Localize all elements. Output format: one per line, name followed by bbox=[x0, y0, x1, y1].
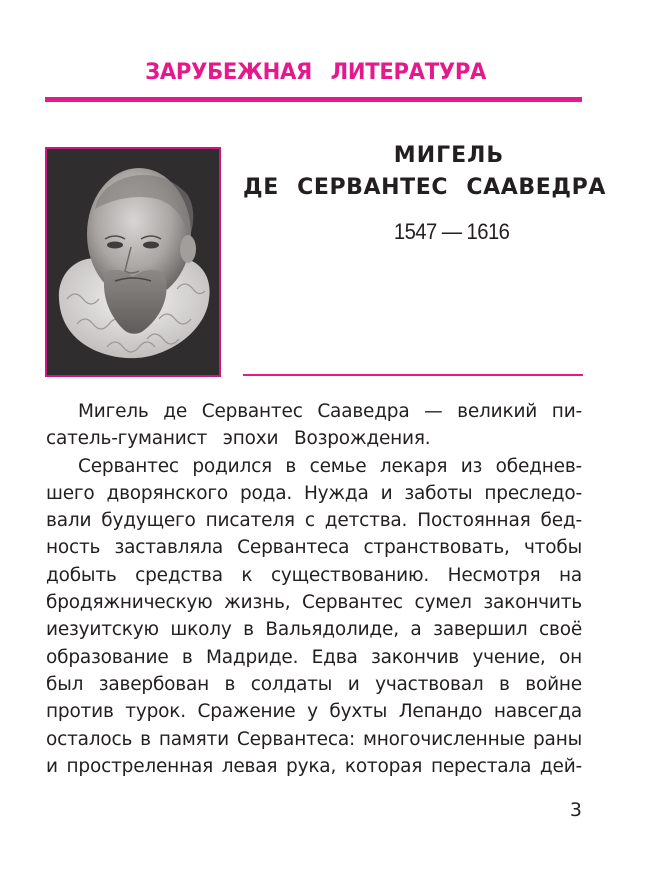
text-line: и простреленная левая рука, которая перестала дей- bbox=[46, 755, 582, 777]
page-number: 3 bbox=[569, 799, 582, 821]
section-header bbox=[0, 57, 650, 89]
paragraph-2 bbox=[46, 453, 582, 781]
author-portrait bbox=[45, 147, 221, 377]
text-line: Сервантес родился в семье лекаря из обеднев- bbox=[78, 455, 582, 477]
text-line: был завербован в солдаты и участвовал в войне bbox=[46, 673, 582, 695]
text-line: иезуитскую школу в Вальядолиде, а завершил своё bbox=[46, 619, 582, 641]
header-divider bbox=[45, 97, 582, 102]
text-line: вали будущего писателя с детства. Постоянная бед- bbox=[46, 510, 582, 532]
section-title: ЗАРУБЕЖНАЯ ЛИТЕРАТУРА bbox=[145, 60, 487, 85]
author-name-line-2: ДЕ СЕРВАНТЕС СААВЕДРА bbox=[243, 175, 606, 200]
text-line: бродяжническую жизнь, Сервантес сумел закончить bbox=[46, 592, 582, 614]
author-life-dates: 1547 — 1616 bbox=[393, 219, 510, 244]
portrait-image bbox=[47, 149, 219, 375]
author-name-line-1: МИГЕЛЬ bbox=[393, 143, 505, 168]
text-line: осталось в памяти Сервантеса: многочисленные раны bbox=[46, 728, 582, 750]
text-line: добыть средства к существованию. Несмотря на bbox=[46, 564, 582, 586]
text-line: шего дворянского рода. Нужда и заботы преследо- bbox=[46, 482, 582, 504]
biography-text bbox=[46, 398, 582, 780]
author-divider bbox=[243, 374, 583, 376]
author-heading bbox=[243, 140, 606, 246]
text-line: Мигель де Сервантес Сааведра — великий пи- bbox=[78, 401, 582, 422]
text-line: сатель-гуманист эпохи Возрождения. bbox=[46, 428, 431, 450]
text-line: против турок. Сражение у бухты Лепандо навсегда bbox=[46, 701, 582, 723]
paragraph-1 bbox=[46, 398, 582, 453]
text-line: образование в Мадриде. Едва закончив учение, он bbox=[46, 646, 582, 668]
text-line: ность заставляла Сервантеса странствовать, чтобы bbox=[46, 537, 582, 559]
